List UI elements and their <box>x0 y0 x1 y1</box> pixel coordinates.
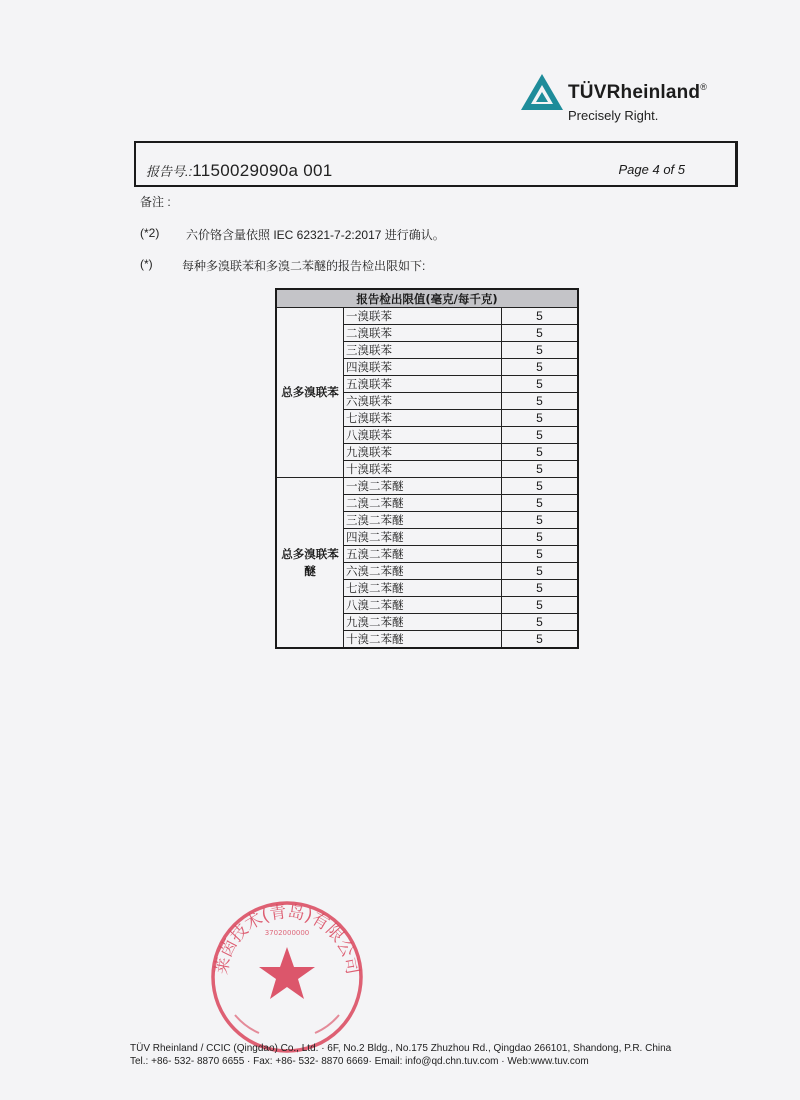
logo-registered: ® <box>700 82 708 92</box>
limit-value: 5 <box>502 529 579 546</box>
report-label: 报告号.: <box>146 164 193 179</box>
compound-name: 九溴联苯 <box>344 444 502 461</box>
compound-name: 七溴联苯 <box>344 410 502 427</box>
limit-value: 5 <box>502 444 579 461</box>
tuv-logo <box>520 72 760 132</box>
compound-name: 一溴联苯 <box>344 308 502 325</box>
limit-value: 5 <box>502 563 579 580</box>
group-name: 总多溴联苯醚 <box>276 478 344 649</box>
note-mark-2: (*) <box>140 257 153 271</box>
limit-value: 5 <box>502 308 579 325</box>
logo-brand: TÜVRheinland <box>568 82 701 103</box>
table-row <box>276 478 578 495</box>
limit-value: 5 <box>502 512 579 529</box>
tuv-triangle-icon <box>520 72 564 112</box>
seal-name-text: 莱茵技术(青岛)有限公司 <box>211 902 363 977</box>
compound-name: 十溴联苯 <box>344 461 502 478</box>
limit-value: 5 <box>502 410 579 427</box>
compound-name: 五溴二苯醚 <box>344 546 502 563</box>
compound-name: 四溴联苯 <box>344 359 502 376</box>
compound-name: 三溴联苯 <box>344 342 502 359</box>
note-text-1: 六价铬含量依照 IEC 62321-7-2:2017 进行确认。 <box>186 228 445 242</box>
limit-value: 5 <box>502 597 579 614</box>
detection-limit-table <box>275 288 579 649</box>
compound-name: 八溴联苯 <box>344 427 502 444</box>
note-text-2: 每种多溴联苯和多溴二苯醚的报告检出限如下: <box>182 259 426 273</box>
limit-value: 5 <box>502 614 579 631</box>
company-seal <box>207 897 367 1057</box>
limit-value: 5 <box>502 631 579 649</box>
compound-name: 二溴联苯 <box>344 325 502 342</box>
limit-value: 5 <box>502 376 579 393</box>
limit-value: 5 <box>502 359 579 376</box>
limit-value: 5 <box>502 580 579 597</box>
limit-value: 5 <box>502 342 579 359</box>
limit-value: 5 <box>502 546 579 563</box>
compound-name: 六溴联苯 <box>344 393 502 410</box>
compound-name: 七溴二苯醚 <box>344 580 502 597</box>
compound-name: 十溴二苯醚 <box>344 631 502 649</box>
limit-value: 5 <box>502 393 579 410</box>
table-row <box>276 308 578 325</box>
report-number: 1150029090a 001 <box>192 161 333 180</box>
compound-name: 八溴二苯醚 <box>344 597 502 614</box>
table-header-row <box>276 289 578 308</box>
notes-label: 备注 : <box>140 195 171 209</box>
limit-value: 5 <box>502 495 579 512</box>
seal-code-text: 3702000000 <box>264 929 310 937</box>
compound-name: 一溴二苯醚 <box>344 478 502 495</box>
page-indicator: Page 4 of 5 <box>618 162 685 177</box>
limit-value: 5 <box>502 478 579 495</box>
compound-name: 三溴二苯醚 <box>344 512 502 529</box>
compound-name: 九溴二苯醚 <box>344 614 502 631</box>
limit-value: 5 <box>502 325 579 342</box>
report-header <box>134 141 738 187</box>
limit-value: 5 <box>502 461 579 478</box>
table-header: 报告检出限值(毫克/每千克) <box>276 289 578 308</box>
compound-name: 五溴联苯 <box>344 376 502 393</box>
logo-tagline: Precisely Right. <box>568 108 659 123</box>
footer-address: TÜV Rheinland / CCIC (Qingdao) Co., Ltd. · 6F, No.2 Bldg., No.175 Zhuzhou Rd., Qingdao 266101, Shandong, P.R. China <box>130 1043 672 1054</box>
group-name: 总多溴联苯 <box>276 308 344 478</box>
compound-name: 二溴二苯醚 <box>344 495 502 512</box>
footer-contact: Tel.: +86- 532- 8870 6655 · Fax: +86- 532- 8870 6669· Email: info@qd.chn.tuv.com · Web:www.tuv.com <box>130 1056 589 1067</box>
note-mark-1: (*2) <box>140 226 160 240</box>
limit-value: 5 <box>502 427 579 444</box>
compound-name: 六溴二苯醚 <box>344 563 502 580</box>
compound-name: 四溴二苯醚 <box>344 529 502 546</box>
